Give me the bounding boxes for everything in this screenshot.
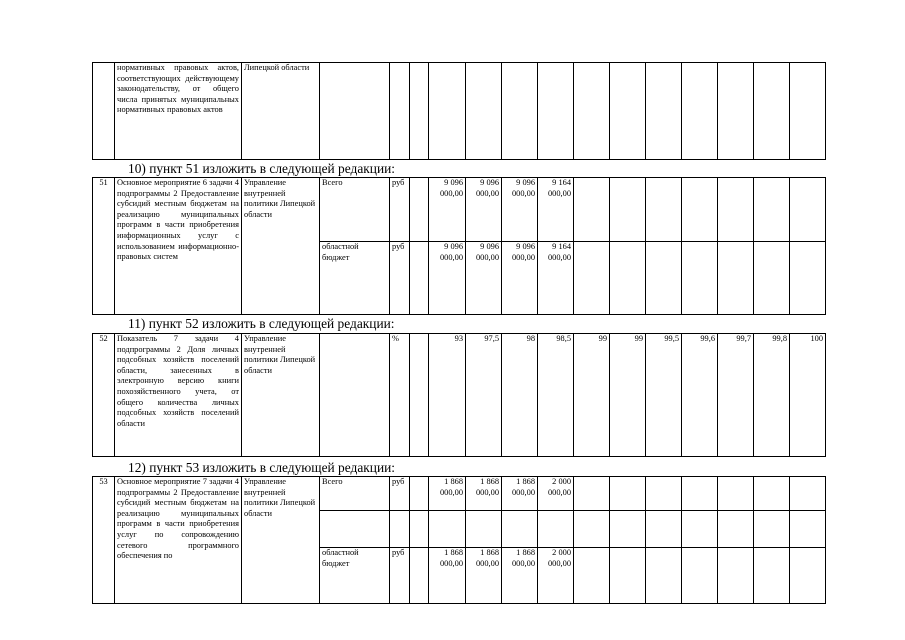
- value-cell: [429, 511, 466, 548]
- amendment-heading-52: 11) пункт 52 изложить в следующей редакции:: [128, 316, 395, 331]
- value-cell: 9 096 000,00: [429, 178, 466, 242]
- value-cell: 99,6: [682, 334, 718, 457]
- funding-source-cell: областной бюджет: [320, 242, 390, 315]
- amendment-heading-53: 12) пункт 53 изложить в следующей редакции:: [128, 460, 396, 475]
- value-cell: 1 868 000,00: [429, 477, 466, 511]
- value-cell: 99: [574, 334, 610, 457]
- description-cell: Основное мероприятие 6 задачи 4 подпрограммы 2 Предоставление субсидий местным бюджетам на реализацию муниципальных программ в части приобретения информационных услуг с использованием информационно-правовых систем: [115, 178, 242, 315]
- value-cell: 9 164 000,00: [538, 242, 574, 315]
- unit-cell: %: [390, 334, 410, 457]
- funding-source-cell: [320, 511, 390, 548]
- funding-source-cell: Всего: [320, 178, 390, 242]
- description-cell: Показатель 7 задачи 4 подпрограммы 2 Доля личных подсобных хозяйств поселений области, занесенных в электронную версию книги похозяйственного учета, от общего количества личных подсобных хозяйств поселений области: [115, 334, 242, 457]
- value-cell: 98,5: [538, 334, 574, 457]
- unit-cell: руб: [390, 242, 410, 315]
- value-cell: 1 868 000,00: [466, 477, 502, 511]
- unit-cell: руб: [390, 548, 410, 604]
- value-cell: 99,5: [646, 334, 682, 457]
- responsible-cell: Управление внутренней политики Липецкой области: [242, 334, 320, 457]
- description-cell: нормативных правовых актов, соответствующих действующему законодательству, от общего числа принятых муниципальных нормативных правовых актов: [115, 63, 242, 160]
- table-top-fragment: [92, 62, 826, 160]
- responsible-cell: Управление внутренней политики Липецкой области: [242, 477, 320, 604]
- value-cell: [466, 511, 502, 548]
- value-cell: 100: [790, 334, 826, 457]
- value-cell: 1 868 000,00: [429, 548, 466, 604]
- funding-source-cell: Всего: [320, 477, 390, 511]
- row-number-cell: 52: [93, 334, 115, 457]
- value-cell: 1 868 000,00: [502, 548, 538, 604]
- value-cell: 9 164 000,00: [538, 178, 574, 242]
- value-cell: 2 000 000,00: [538, 477, 574, 511]
- funding-source-cell: областной бюджет: [320, 548, 390, 604]
- value-cell: 97,5: [466, 334, 502, 457]
- value-cell: 98: [502, 334, 538, 457]
- table-row: [93, 334, 826, 457]
- table-item-52: [92, 333, 826, 457]
- description-cell: Основное мероприятие 7 задачи 4 подпрограммы 2 Предоставление субсидий местным бюджетам на реализацию муниципальных программ в части приобретения услуг по сопровождению сетевого программного обеспечения по: [115, 477, 242, 604]
- row-number-cell: 53: [93, 477, 115, 604]
- amendment-heading-51: 10) пункт 51 изложить в следующей редакции:: [128, 161, 396, 176]
- funding-source-cell: [320, 334, 390, 457]
- value-cell: 1 868 000,00: [502, 477, 538, 511]
- value-cell: 99: [610, 334, 646, 457]
- value-cell: 2 000 000,00: [538, 548, 574, 604]
- unit-cell: руб: [390, 178, 410, 242]
- value-cell: [502, 511, 538, 548]
- table-row: [93, 178, 826, 242]
- table-row: [93, 477, 826, 511]
- value-cell: 9 096 000,00: [466, 178, 502, 242]
- value-cell: 9 096 000,00: [466, 242, 502, 315]
- responsible-cell: Липецкой области: [242, 63, 320, 160]
- table-row: [93, 63, 826, 160]
- value-cell: [538, 511, 574, 548]
- row-number-cell: [93, 63, 115, 160]
- value-cell: 1 868 000,00: [466, 548, 502, 604]
- row-number-cell: 51: [93, 178, 115, 315]
- unit-cell: [390, 511, 410, 548]
- responsible-cell: Управление внутренней политики Липецкой области: [242, 178, 320, 315]
- table-item-53: [92, 476, 826, 604]
- unit-cell: руб: [390, 477, 410, 511]
- table-item-51: [92, 177, 826, 315]
- value-cell: 9 096 000,00: [502, 242, 538, 315]
- value-cell: 9 096 000,00: [429, 242, 466, 315]
- value-cell: 9 096 000,00: [502, 178, 538, 242]
- value-cell: 93: [429, 334, 466, 457]
- value-cell: 99,8: [754, 334, 790, 457]
- value-cell: 99,7: [718, 334, 754, 457]
